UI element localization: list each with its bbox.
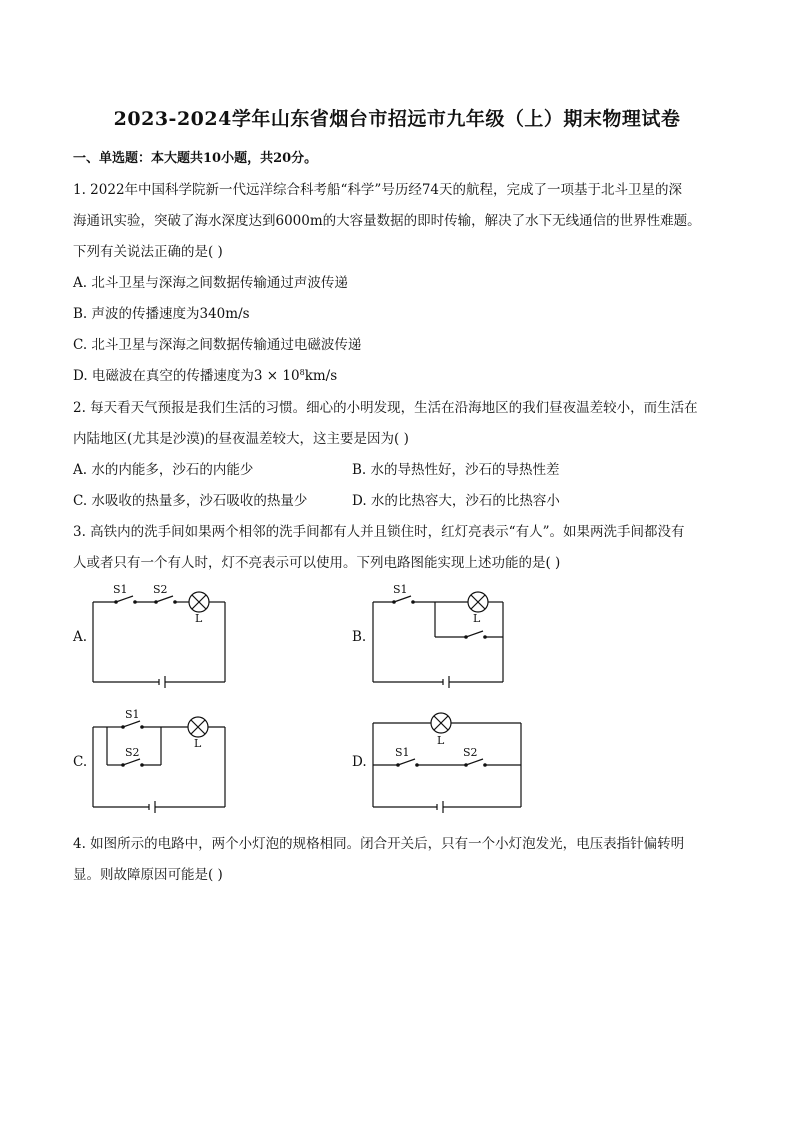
q4-stem-line-1: 4. 如图所示的电路中，两个小灯泡的规格相同。闭合开关后，只有一个小灯泡发光，电压表指针偏转明 — [73, 836, 685, 852]
q4-stem-line-2: 显。则故障原因可能是( ) — [73, 867, 223, 883]
lamp-label: L — [473, 612, 481, 625]
q2-option-b: B. 水的导热性好，沙石的导热性差 — [352, 462, 560, 478]
q1-option-a: A. 北斗卫星与深海之间数据传输通过声波传递 — [73, 275, 348, 291]
q2-stem-line-1: 2. 每天看天气预报是我们生活的习惯。细心的小明发现，生活在沿海地区的我们昼夜温差较小，而生活在 — [73, 400, 698, 416]
q3-option-d-label: D. — [352, 754, 367, 770]
q2-option-c: C. 水吸收的热量多，沙石吸收的热量少 — [73, 493, 308, 509]
q1-option-d-unit: km/s — [304, 368, 338, 384]
q3-option-c-label: C. — [73, 754, 88, 770]
q3-option-b-label: B. — [352, 629, 367, 645]
s1-label: S1 — [393, 583, 408, 596]
page-title: 2023-2024学年山东省烟台市招远市九年级（上）期末物理试卷 — [113, 108, 681, 130]
q1-option-b: B. 声波的传播速度为340m/s — [73, 306, 250, 322]
lamp-label: L — [195, 612, 203, 625]
q3-option-a-label: A. — [73, 629, 88, 645]
q2-option-d: D. 水的比热容大，沙石的比热容小 — [352, 493, 560, 509]
s1-label: S1 — [125, 708, 140, 721]
q2-option-a: A. 水的内能多，沙石的内能少 — [73, 462, 254, 478]
circuit-diagram-d — [365, 705, 530, 815]
q1-option-d — [73, 364, 337, 384]
s1-label: S1 — [113, 583, 128, 596]
q1-stem-line-2: 海通讯实验，突破了海水深度达到6000m的大容量数据的即时传输，解决了水下无线通信的世界性难题。 — [73, 213, 701, 229]
circuit-diagram-c — [85, 705, 235, 815]
q3-stem-line-1: 3. 高铁内的洗手间如果两个相邻的洗手间都有人并且锁住时，红灯亮表示“有人”。如果两洗手间都没有 — [73, 524, 685, 540]
q1-stem-line-3: 下列有关说法正确的是( ) — [73, 244, 223, 260]
q1-option-c: C. 北斗卫星与深海之间数据传输通过电磁波传递 — [73, 337, 362, 353]
q2-stem-line-2: 内陆地区(尤其是沙漠)的昼夜温差较大，这主要是因为( ) — [73, 431, 409, 447]
q1-option-d-exponent: 8 — [299, 368, 305, 377]
circuit-diagram-b — [365, 580, 515, 690]
s2-label: S2 — [125, 746, 140, 759]
lamp-label: L — [194, 737, 202, 750]
q1-stem-line-1: 1. 2022年中国科学院新一代远洋综合科考船“科学”号历经74天的航程，完成了一项基于北斗卫星的深 — [73, 182, 683, 198]
q1-option-d-text: D. 电磁波在真空的传播速度为3 × 10 — [73, 368, 300, 384]
s2-label: S2 — [153, 583, 168, 596]
circuit-diagram-a — [85, 580, 235, 690]
s1-label: S1 — [395, 746, 410, 759]
q3-stem-line-2: 人或者只有一个有人时，灯不亮表示可以使用。下列电路图能实现上述功能的是( ) — [73, 555, 561, 571]
lamp-label: L — [437, 734, 445, 747]
section-heading: 一、单选题：本大题共10小题，共20分。 — [73, 151, 318, 166]
s2-label: S2 — [463, 746, 478, 759]
